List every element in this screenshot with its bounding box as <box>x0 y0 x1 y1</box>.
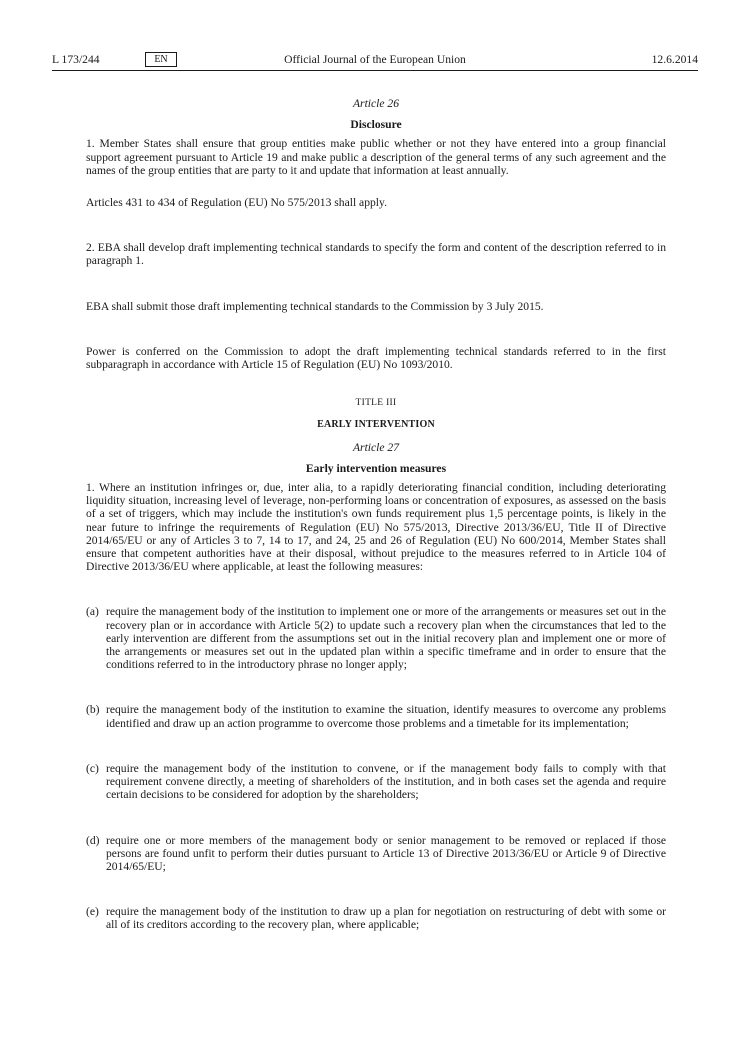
publication-date: 12.6.2014 <box>651 53 698 66</box>
list-item-marker: (e) <box>86 905 99 919</box>
journal-title: Official Journal of the European Union <box>284 53 466 66</box>
list-item-text: require one or more members of the management body or senior management to be removed or replaced if those persons are found unfit to perform their duties pursuant to Article 13 of Directive 2013/36/EU or Article 9 of Directive 2014/65/EU; <box>106 833 666 873</box>
article-26-title: Disclosure <box>350 118 402 132</box>
document-body <box>86 97 666 932</box>
article-26-paragraph-5: Power is conferred on the Commission to adopt the draft implementing technical standards referred to in the first subparagraph in accordance with Article 15 of Regulation (EU) No 1093/2010. <box>86 344 666 372</box>
list-item-marker: (c) <box>86 761 99 775</box>
list-item-text: require the management body of the institution to convene, or if the management body fails to comply with that requirement convene directly, a meeting of shareholders of the institution, and in both cases set the agenda and require certain decisions to be considered for adoption by the shareholders; <box>106 761 666 802</box>
article-26-number: Article 26 <box>352 97 400 110</box>
list-item-text: require the management body of the institution to draw up a plan for negotiation on restructuring of debt with some or all of its creditors according to the recovery plan, where applicable; <box>106 905 666 932</box>
article-27-number: Article 27 <box>352 440 400 454</box>
article-26-paragraph-3: 2. EBA shall develop draft implementing technical standards to specify the form and content of the description referred to in paragraph 1. <box>86 241 666 268</box>
list-item <box>86 605 666 671</box>
article-26-paragraph-4: EBA shall submit those draft implementing technical standards to the Commission by 3 July 2015. <box>86 299 544 313</box>
list-item-marker: (b) <box>86 703 100 717</box>
title-label: TITLE III <box>355 398 397 409</box>
page-reference: L 173/244 <box>52 53 100 66</box>
list-item <box>86 834 666 874</box>
list-item-marker: (d) <box>86 833 100 847</box>
list-item <box>86 703 666 729</box>
list-item <box>86 762 666 802</box>
list-item-text: require the management body of the institution to implement one or more of the arrangements or measures set out in the recovery plan or in accordance with Article 5(2) to update such a recovery plan when the circumstances that led to the early intervention are different from the assumptions set out in the initial recovery plan and implement one or more of the arrangements or measures set out in the updated plan within a specific timeframe and in order to ensure that the conditions referred to in the introductory phrase no longer apply; <box>106 605 666 672</box>
title-heading: EARLY INTERVENTION <box>317 419 435 431</box>
article-26-paragraph-1: 1. Member States shall ensure that group entities make public whether or not they have entered into a group financial support agreement pursuant to Article 19 and make public a description of the general terms of any such agreement and the names of the group entities that are party to it and update that information at least annually. <box>86 137 666 177</box>
list-item-marker: (a) <box>86 605 99 619</box>
article-26-paragraph-2: Articles 431 to 434 of Regulation (EU) No 575/2013 shall apply. <box>86 196 387 210</box>
list-item-text: require the management body of the institution to examine the situation, identify measures to overcome any problems identified and draw up an action programme to overcome those problems and a timetable for its implementation; <box>106 703 666 730</box>
language-badge: EN <box>145 52 177 67</box>
article-27-title: Early intervention measures <box>305 461 447 475</box>
page-header <box>52 52 698 71</box>
list-item <box>86 905 666 931</box>
article-27-paragraph-1: 1. Where an institution infringes or, due, inter alia, to a rapidly deteriorating financial condition, including deteriorating liquidity situation, increasing level of leverage, non-performing loans or concentration of exposures, as assessed on the basis of a set of triggers, which may include the institution's own funds requirement plus 1,5 percentage points, is likely in the near future to infringe the requirements of Regulation (EU) No 575/2013, Directive 2013/36/EU, Title II of Directive 2014/65/EU or any of Articles 3 to 7, 14 to 17, and 24, 25 and 26 of Regulation (EU) No 600/2014, Member States shall ensure that competent authorities have at their disposal, without prejudice to the measures referred to in Article 104 of Directive 2013/36/EU where applicable, at least the following measures: <box>86 481 666 574</box>
